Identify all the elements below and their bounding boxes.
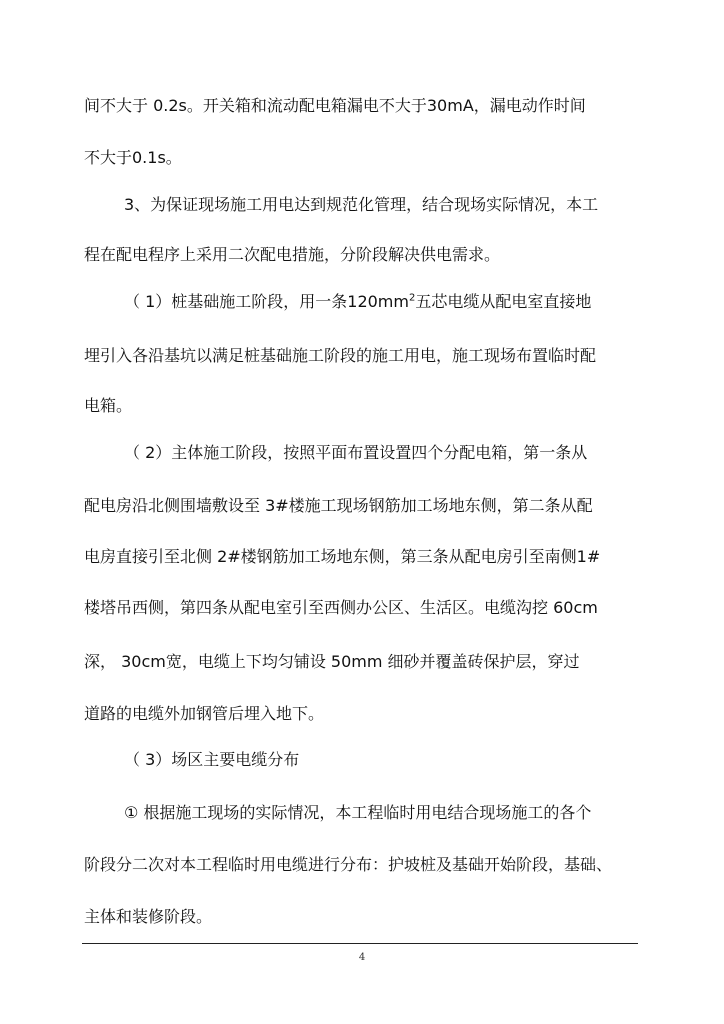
body-line-4: 程在配电程序上采用二次配电措施，分阶段解决供电需求。: [84, 245, 501, 264]
body-line-17: 主体和装修阶段。: [84, 907, 213, 926]
body-line-10: 电房直接引至北侧 2#楼钢筋加工场地东侧，第三条从配电房引至南侧1#: [84, 547, 601, 566]
body-line-12: 深， 30cm宽，电缆上下均匀铺设 50mm 细砂并覆盖砖保护层，穿过: [84, 652, 580, 671]
body-line-8: （ 2）主体施工阶段，按照平面布置设置四个分配电箱，第一条从: [124, 443, 588, 462]
body-line-5-end: 五芯电缆从配电室直接地: [415, 292, 592, 311]
body-line-13: 道路的电缆外加钢管后埋入地下。: [84, 704, 325, 723]
body-line-3: 3、为保证现场施工用电达到规范化管理，结合现场实际情况，本工: [124, 195, 599, 214]
body-line-6: 埋引入各沿基坑以满足桩基础施工阶段的施工用电，施工现场布置临时配: [84, 346, 597, 365]
body-line-11: 楼塔吊西侧，第四条从配电室引至西侧办公区、生活区。电缆沟挖 60cm: [84, 598, 598, 617]
body-line-2: 不大于0.1s。: [84, 148, 182, 167]
body-line-5-start: （ 1）桩基础施工阶段，用一条120mm: [124, 292, 409, 311]
body-line-9: 配电房沿北侧围墙敷设至 3#楼施工现场钢筋加工场地东侧，第二条从配: [84, 496, 593, 515]
body-line-7: 电箱。: [84, 396, 133, 415]
body-line-16: 阶段分二次对本工程临时用电缆进行分布：护坡桩及基础开始阶段，基础、: [84, 855, 613, 874]
body-line-1: 间不大于 0.2s。开关箱和流动配电箱漏电不大于30mA，漏电动作时间: [84, 96, 586, 115]
page-number: 4: [358, 952, 366, 963]
body-line-14: （ 3）场区主要电缆分布: [124, 750, 300, 769]
superscript-2: 2: [408, 292, 416, 304]
body-line-5: [124, 292, 591, 312]
body-line-15: ① 根据施工现场的实际情况，本工程临时用电结合现场施工的各个: [124, 803, 592, 822]
footer-divider: [82, 943, 638, 944]
